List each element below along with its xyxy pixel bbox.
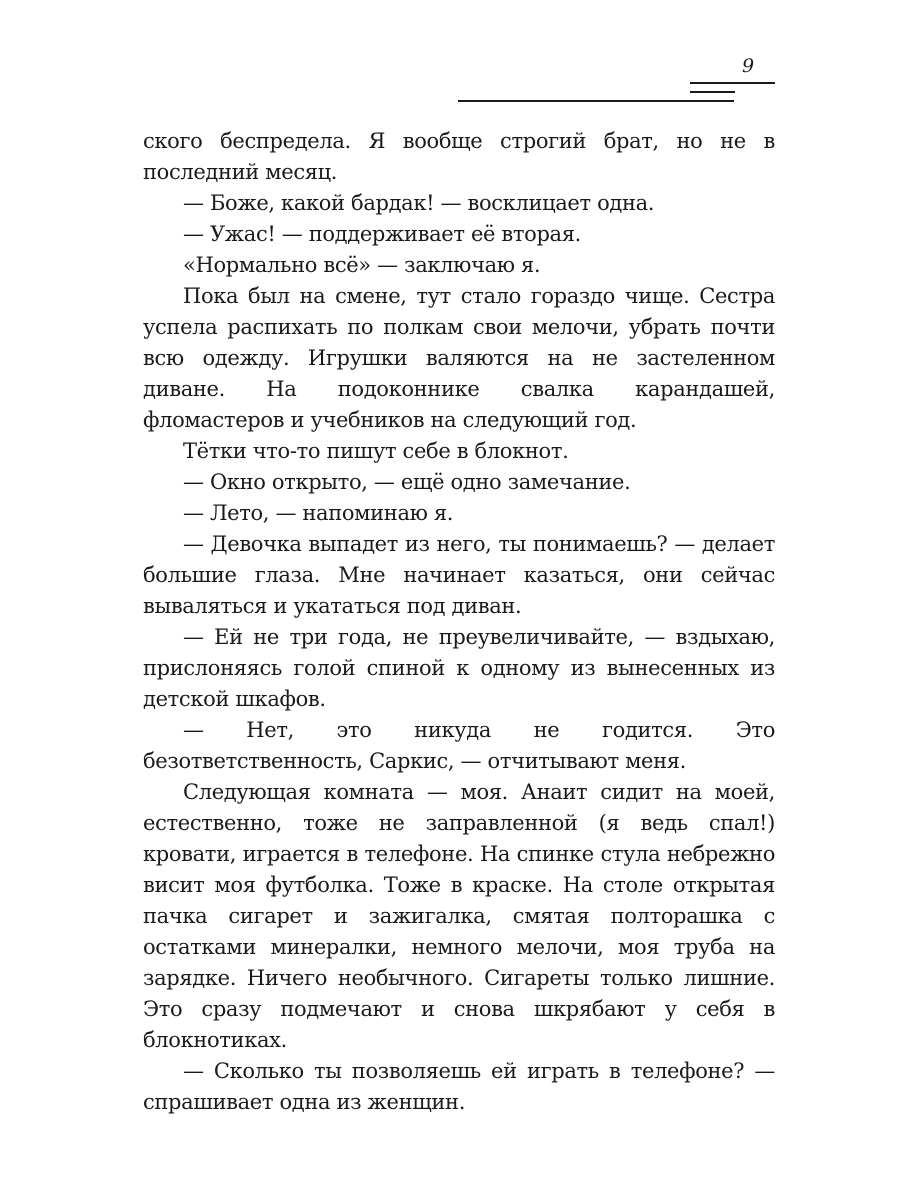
- paragraph: Тётки что-то пишут себе в блокнот.: [183, 439, 569, 463]
- dialogue-line: — Боже, какой бардак! — восклицает одна.: [183, 191, 655, 215]
- inner-thought-line: «Нормально всё» — заключаю я.: [183, 253, 541, 277]
- dialogue-line: — Лето, — напоминаю я.: [183, 501, 454, 525]
- paragraph: Пока был на смене, тут стало гораздо чище. Сестра успела распихать по полкам свои мелочи, убрать почти всю одежду. Игрушки валяются на не застеленном диване. На подоконнике свалка карандашей, фломастеров и учебников на следующий год.: [143, 284, 775, 432]
- header-rule-top: [690, 82, 775, 84]
- header-rule-middle: [690, 91, 735, 93]
- paragraph: Следующая комната — моя. Анаит сидит на моей, естественно, тоже не заправленной (я ведь спал!) кровати, играется в телефоне. На спинке стула небрежно висит моя футболка. Тоже в краске. На столе открытая пачка сигарет и зажигалка, смятая полторашка с остатками минералки, немного мелочи, моя труба на зарядке. Ничего необычного. Сигареты только лишние. Это сразу подмечают и снова шкрябают у себя в блокнотиках.: [143, 780, 775, 1052]
- dialogue-line: — Девочка выпадет из него, ты понимаешь? — делает большие глаза. Мне начинает казаться, они сейчас вываляться и укататься под диван.: [143, 532, 775, 618]
- page-number: 9: [741, 55, 755, 77]
- dialogue-line: — Сколько ты позволяешь ей играть в телефоне? — спрашивает одна из женщин.: [143, 1059, 775, 1114]
- dialogue-line: — Ужас! — поддерживает её вторая.: [183, 222, 581, 246]
- dialogue-line: — Нет, это никуда не годится. Это безответственность, Саркис, — отчитывают меня.: [143, 718, 775, 773]
- paragraph-continuation: ского беспредела. Я вообще строгий брат, но не в последний месяц.: [143, 129, 775, 184]
- dialogue-line: — Ей не три года, не преувеличивайте, — вздыхаю, прислоняясь голой спиной к одному из вынесенных из детской шкафов.: [143, 625, 775, 711]
- dialogue-line: — Окно открыто, — ещё одно замечание.: [183, 470, 631, 494]
- body-text: [143, 126, 775, 1118]
- header-rule-long: [458, 100, 734, 102]
